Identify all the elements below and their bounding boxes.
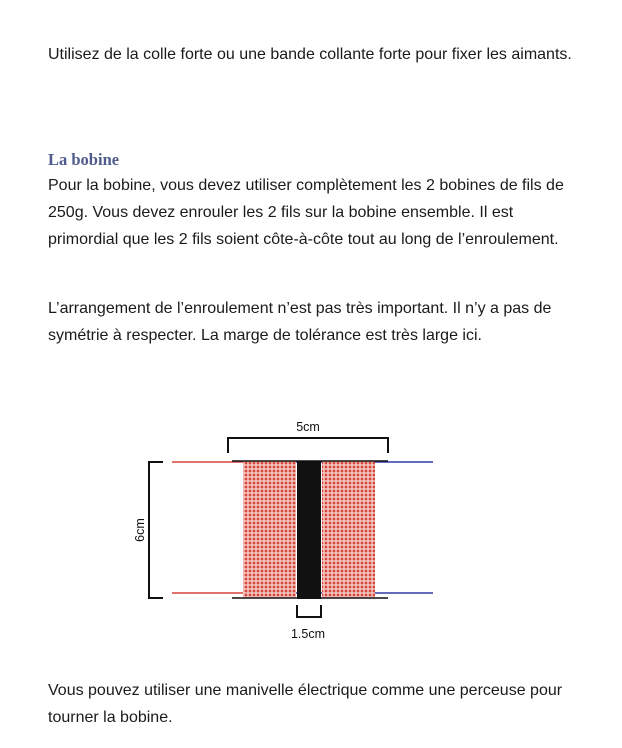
intro-paragraph: Utilisez de la colle forte ou une bande collante forte pour fixer les aimants. [48, 46, 572, 63]
width-bracket [228, 438, 388, 453]
core-bracket [297, 605, 321, 617]
coil-paragraph: Pour la bobine, vous devez utiliser complètement les 2 bobines de fils de 250g. Vous devez enrouler les 2 fils sur la bobine ensemble. Il est primordial que les 2 fils soient côte-à-côte tout au long de l’enroulement. [48, 177, 564, 248]
section-heading-bobine: La bobine [48, 150, 120, 169]
winding-right [322, 461, 375, 598]
coil-diagram [120, 405, 450, 650]
crank-paragraph: Vous pouvez utiliser une manivelle électrique comme une perceuse pour tourner la bobine. [48, 682, 563, 726]
core-label: 1.5cm [290, 627, 326, 641]
height-label: 6cm [133, 518, 147, 542]
coil-core [297, 461, 321, 599]
width-label: 5cm [296, 420, 320, 434]
arrangement-paragraph: L’arrangement de l’enroulement n’est pas très important. Il n’y a pas de symétrie à respecter. La marge de tolérance est très large ici. [48, 300, 552, 344]
height-bracket [149, 462, 163, 598]
winding-left [243, 461, 296, 598]
